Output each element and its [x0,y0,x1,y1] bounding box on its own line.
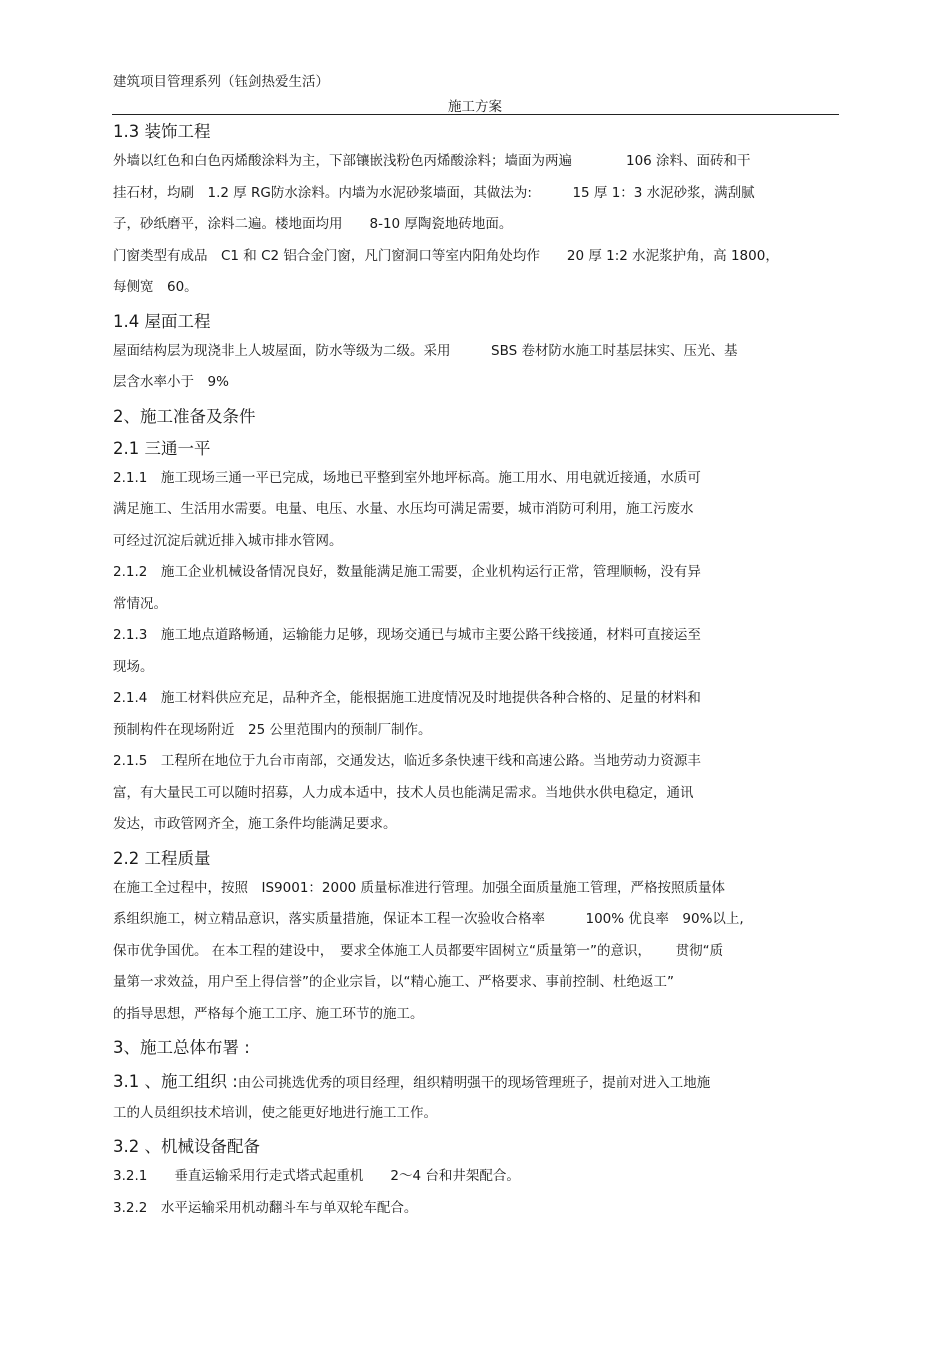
paragraph-line: 富，有大量民工可以随时招募，人力成本适中，技术人员也能满足需求。当地供水供电稳定，通讯 [113,784,694,801]
paragraph [113,146,843,241]
paragraph-line: 的指导思想，严格每个施工工序、施工环节的施工。 [113,1005,424,1022]
paragraph-line: 现场。 [113,658,154,675]
paragraph-line: 量第一求效益，用户至上得信誉”的企业宗旨，以“精心施工、严格要求、事前控制、杜绝返工” [113,974,674,990]
paragraph-line: 系组织施工，树立精品意识，落实质量措施，保证本工程一次验收合格率 100% 优良率 90%以上, [113,911,744,927]
paragraph [113,336,843,399]
paragraph-line: 2.1.1 施工现场三通一平已完成，场地已平整到室外地坪标高。施工用水、用电就近接通，水质可 [113,469,701,486]
paragraph-line: 层含水率小于 9% [113,374,229,390]
paragraph-line: 在施工全过程中，按照 IS9001：2000 质量标准进行管理。加强全面质量施工管理，严格按照质量体 [113,879,726,896]
paragraph [113,873,843,1031]
paragraph-line: 3.2.1 垂直运输采用行走式塔式起重机 2～4 台和井架配合。 [113,1168,520,1184]
paragraph-line: 发达，市政管网齐全，施工条件均能满足要求。 [113,816,397,832]
paragraph-line: 2.1.4 施工材料供应充足，品种齐全，能根据施工进度情况及时地提供各种合格的、足量的材料和 [113,690,701,706]
header-divider [112,114,839,115]
paragraph [113,241,843,304]
header-series-title: 建筑项目管理系列（钰剑热爱生活） [113,74,329,90]
document-body [113,118,843,1224]
paragraph-line: 每侧宽 60。 [113,279,198,295]
paragraph-line: 预制构件在现场附近 25 公里范围内的预制厂制作。 [113,721,432,738]
section-heading: 2、施工准备及条件 [113,406,256,426]
inline-text: 由公司挑选优秀的项目经理，组织精明强干的现场管理班子，提前对进入工地施 [237,1075,711,1091]
paragraph-line: 2.1.5 工程所在地位于九台市南部，交通发达，临近多条快速干线和高速公路。当地劳动力资源丰 [113,753,701,769]
paragraph-line: 子，砂纸磨平，涂料二遍。楼地面均用 8-10 厚陶瓷地砖地面。 [113,216,513,232]
section-heading: 3.2 、机械设备配备 [113,1137,260,1156]
paragraph-line: 常情况。 [113,595,167,612]
section-heading: 2.2 工程质量 [113,848,211,868]
paragraph [113,683,843,746]
inline-heading: 3.1 、施工组织 : [113,1072,238,1091]
paragraph [113,620,843,683]
header-document-title: 施工方案 [448,99,502,115]
paragraph-line: 保市优争国优。 在本工程的建设中， 要求全体施工人员都要牢固树立“质量第一”的意识， 贯彻“质 [113,942,724,959]
paragraph-line: 2.1.3 施工地点道路畅通，运输能力足够，现场交通已与城市主要公路干线接通，材料可直接运至 [113,627,701,643]
paragraph [113,746,843,841]
paragraph-line: 满足施工、生活用水需要。电量、电压、水量、水压均可满足需要，城市消防可利用，施工污废水 [113,501,694,517]
paragraph-line: 外墙以红色和白色丙烯酸涂料为主，下部镶嵌浅粉色丙烯酸涂料；墙面为两遍 106 涂料、面砖和干 [113,153,751,169]
paragraph-with-heading [113,1066,843,1129]
paragraph-line: 工的人员组织技术培训，使之能更好地进行施工工作。 [113,1104,437,1121]
paragraph-line [113,1066,843,1098]
section-heading: 1.4 屋面工程 [113,311,211,331]
paragraph [113,1161,843,1193]
paragraph-line: 屋面结构层为现浇非上人坡屋面，防水等级为二级。采用 SBS 卷材防水施工时基层抹实、压光、基 [113,342,738,359]
paragraph [113,557,843,620]
section-heading: 2.1 三通一平 [113,438,211,458]
paragraph-line: 挂石材，均刷 1.2 厚 RG防水涂料。内墙为水泥砂浆墙面，其做法为: 15 厚 1：3 水泥砂浆，满刮腻 [113,184,755,201]
paragraph [113,463,843,558]
paragraph-line: 可经过沉淀后就近排入城市排水管网。 [113,532,343,549]
paragraph-line: 门窗类型有成品 C1 和 C2 铝合金门窗，凡门窗洞口等室内阳角处均作 20 厚 1:2 水泥浆护角，高 1800， [113,247,779,264]
paragraph-line: 3.2.2 水平运输采用机动翻斗车与单双轮车配合。 [113,1199,418,1216]
paragraph-line: 2.1.2 施工企业机械设备情况良好，数量能满足施工需要，企业机构运行正常，管理顺畅，没有异 [113,564,701,580]
section-heading: 3、施工总体布署 : [113,1038,250,1057]
paragraph [113,1193,843,1225]
section-heading: 1.3 装饰工程 [113,122,211,141]
